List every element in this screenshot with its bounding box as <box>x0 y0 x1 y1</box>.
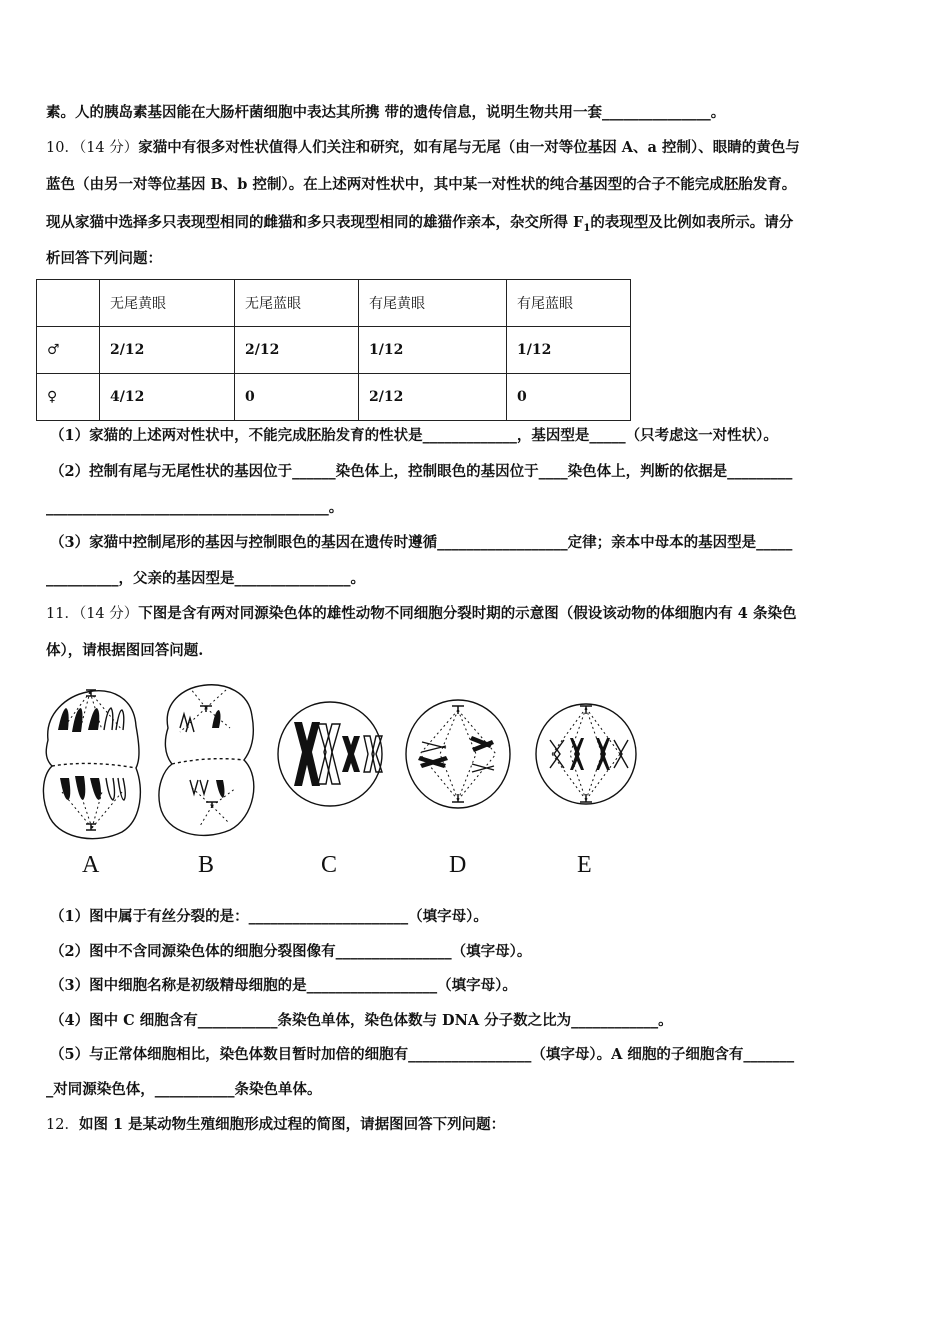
table-cell: 0 <box>507 374 631 421</box>
q10-score: （14 分） <box>78 140 139 156</box>
table-cell: 1/12 <box>507 327 631 374</box>
table-header-row <box>37 280 631 327</box>
q10-text-c1: 现从家猫中选择多只表现型相同的雌猫和多只表现型相同的雄猫作亲本，杂交所得 F <box>46 214 584 231</box>
table-cell: 2/12 <box>359 374 507 421</box>
cell-d-diagram <box>406 700 510 808</box>
table-cell: 2/12 <box>100 327 235 374</box>
q10-number: 10． <box>46 140 79 156</box>
q11-number: 11． <box>46 606 79 622</box>
q11-line-1 <box>46 604 906 624</box>
table-cell: 1/12 <box>359 327 507 374</box>
q10-line-3 <box>46 213 906 239</box>
table-cell: ♀ <box>37 374 100 421</box>
cell-e-diagram <box>536 704 636 804</box>
q12-line-1 <box>46 1115 906 1135</box>
table-header-cell: 有尾黄眼 <box>359 280 507 327</box>
q11-sub-1: （1）图中属于有丝分裂的是：______________________（填字母）。 <box>50 908 488 925</box>
q10-line-1 <box>46 138 906 158</box>
table-header-cell <box>37 280 100 327</box>
figure-label-d: D <box>449 852 467 878</box>
cell-a-diagram <box>43 690 140 839</box>
q10-line-2: 蓝色（由另一对等位基因 B、b 控制）。在上述两对性状中，其中某一对性状的纯合基因型的合子不能完成胚胎发育。 <box>46 176 797 193</box>
q11-sub-5a: （5）与正常体细胞相比，染色体数目暂时加倍的细胞有_________________（填字母）。A 细胞的子细胞含有_______ <box>50 1046 795 1063</box>
table-cell: ♂ <box>37 327 100 374</box>
table-header-cell: 有尾蓝眼 <box>507 280 631 327</box>
q10-sub-1: （1）家猫的上述两对性状中，不能完成胚胎发育的性状是_____________，基因型是_____（只考虑这一对性状）。 <box>50 427 778 444</box>
q9-tail-line: 素。人的胰岛素基因能在大肠杆菌细胞中表达其所携 带的遗传信息，说明生物共用一套_______________。 <box>46 104 726 121</box>
q11-sub-5b: _对同源染色体，___________条染色单体。 <box>46 1081 322 1098</box>
table-row <box>37 327 631 374</box>
table-header-cell: 无尾蓝眼 <box>235 280 359 327</box>
q10-sub-2a: （2）控制有尾与无尾性状的基因位于______染色体上，控制眼色的基因位于____染色体上，判断的依据是_________ <box>50 463 793 480</box>
cell-b-diagram <box>159 685 254 836</box>
q10-subscript: 1 <box>583 222 591 234</box>
q10-sub-3b: __________，父亲的基因型是________________。 <box>46 570 365 587</box>
cell-division-figure <box>40 668 650 883</box>
cell-c-diagram <box>278 702 382 806</box>
table-cell: 4/12 <box>100 374 235 421</box>
q11-sub-3: （3）图中细胞名称是初级精母细胞的是__________________（填字母）。 <box>50 977 517 994</box>
table-row <box>37 374 631 421</box>
q12-number: 12． <box>46 1117 79 1133</box>
table-cell: 0 <box>235 374 359 421</box>
q12-text: 如图 1 是某动物生殖细胞形成过程的简图，请据图回答下列问题： <box>78 1116 506 1133</box>
figure-label-b: B <box>198 852 215 878</box>
table-header-cell: 无尾黄眼 <box>100 280 235 327</box>
q10-text-c2: 的表现型及比例如表所示。请分 <box>590 214 794 231</box>
table-cell: 2/12 <box>235 327 359 374</box>
q11-line-2: 体），请根据图回答问题. <box>46 642 204 659</box>
q11-score: （14 分） <box>78 606 139 622</box>
q10-line-4: 析回答下列问题： <box>46 250 162 267</box>
q11-text-a: 下图是含有两对同源染色体的雄性动物不同细胞分裂时期的示意图（假设该动物的体细胞内有 4 条染色 <box>138 605 797 622</box>
phenotype-table <box>36 279 631 421</box>
q11-sub-4: （4）图中 C 细胞含有___________条染色单体，染色体数与 DNA 分子数之比为____________。 <box>50 1012 673 1029</box>
q11-sub-2: （2）图中不含同源染色体的细胞分裂图像有________________（填字母）。 <box>50 943 532 960</box>
figure-label-e: E <box>577 852 592 878</box>
q10-sub-2b: _______________________________________。 <box>46 499 344 516</box>
q10-sub-3a: （3）家猫中控制尾形的基因与控制眼色的基因在遗传时遵循__________________定律；亲本中母本的基因型是_____ <box>50 534 793 551</box>
figure-label-c: C <box>321 852 338 878</box>
figure-label-a: A <box>82 852 100 878</box>
q10-text-a: 家猫中有很多对性状值得人们关注和研究，如有尾与无尾（由一对等位基因 A、a 控制）、眼睛的黄色与 <box>138 139 800 156</box>
